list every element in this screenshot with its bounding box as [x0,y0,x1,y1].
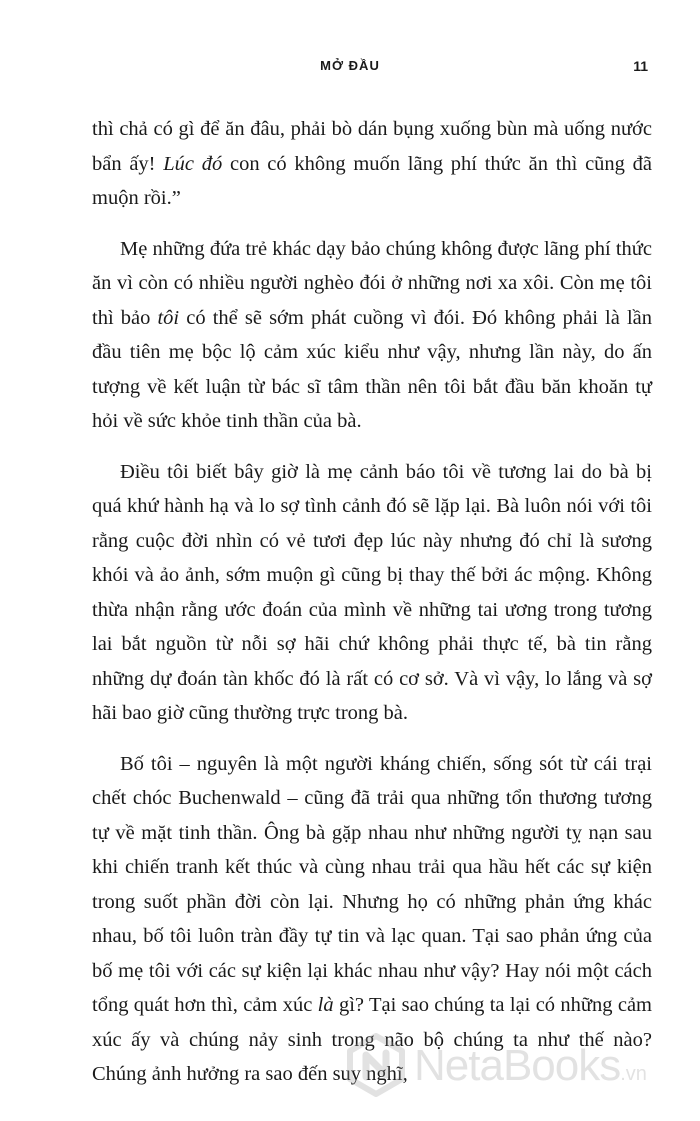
netabooks-logo-icon [344,1033,408,1097]
text-segment: gì? Tại sao chúng ta lại có những cảm xúc ấy và chúng nảy sinh trong não bộ chúng ta như thế nào? Chúng ảnh hưởng ra sao đến suy nghĩ, [92,994,652,1085]
page-number: 11 [633,58,648,74]
watermark-brand: NetaBooks [414,1041,621,1090]
netabooks-watermark [344,1027,674,1107]
watermark-suffix: .vn [620,1063,647,1085]
emphasis-text: Lúc đó [163,152,223,175]
paragraph-3 [92,455,652,731]
watermark-text [414,1041,647,1091]
emphasis-text: là [317,994,334,1016]
paragraph-1 [92,112,652,216]
running-head [0,58,700,80]
text-segment: Mẹ những đứa trẻ khác dạy bảo chúng không được lãng phí thức ăn vì còn có nhiều người nghèo đói ở những nơi xa xôi. Còn mẹ tôi thì bảo [92,237,652,329]
text-segment: con có không muốn lãng phí thức ăn thì cũng đã muộn rồi.” [92,152,653,209]
text-segment: thì chả có gì để ăn đâu, phải bò dán bụng xuống bùn mà uống nước bẩn ấy! [92,118,652,175]
body-text [92,112,652,1092]
paragraph-2 [92,232,652,439]
text-segment: Bố tôi – nguyên là một người kháng chiến, sống sót từ cái trại chết chóc Buchenwald – cũng đã trải qua những tổn thương tương tự về mặt tinh thần. Ông bà gặp nhau như những người tỵ nạn sau khi chiến tranh kết thúc và cùng nhau trải qua hầu hết các sự kiện trong suốt phần đời còn lại. Nhưng họ có những phản ứng khác nhau, bố tôi luôn tràn đầy tự tin và lạc quan. Tại sao phản ứng của bố mẹ tôi với các sự kiện lại khác nhau như vậy? Hay nói một cách tổng quát hơn thì, cảm xúc [92,752,652,1016]
text-segment: Điều tôi biết bây giờ là mẹ cảnh báo tôi về tương lai do bà bị quá khứ hành hạ và lo sợ tình cảnh đó sẽ lặp lại. Bà luôn nói với tôi rằng cuộc đời nhìn có vẻ tươi đẹp lúc này nhưng đó chỉ là sương khói và ảo ảnh, sớm muộn gì cũng bị thay thế bởi ác mộng. Không thừa nhận rằng ước đoán của mình về những tai ương trong tương lai bắt nguồn từ nỗi sợ hãi chứ không phải thực tế, bà tin rằng những dự đoán tàn khốc đó là rất có cơ sở. Và vì vậy, lo lắng và sợ hãi bao giờ cũng thường trực trong bà. [92,460,652,724]
chapter-title: MỞ ĐẦU [320,58,380,73]
emphasis-text: tôi [157,306,180,329]
text-segment: có thể sẽ sớm phát cuồng vì đói. Đó không phải là lần đầu tiên mẹ bộc lộ cảm xúc kiểu như vậy, nhưng lần này, do ấn tượng về kết luận từ bác sĩ tâm thần nên tôi bắt đầu băn khoăn tự hỏi về sức khỏe tinh thần của bà. [92,306,652,432]
